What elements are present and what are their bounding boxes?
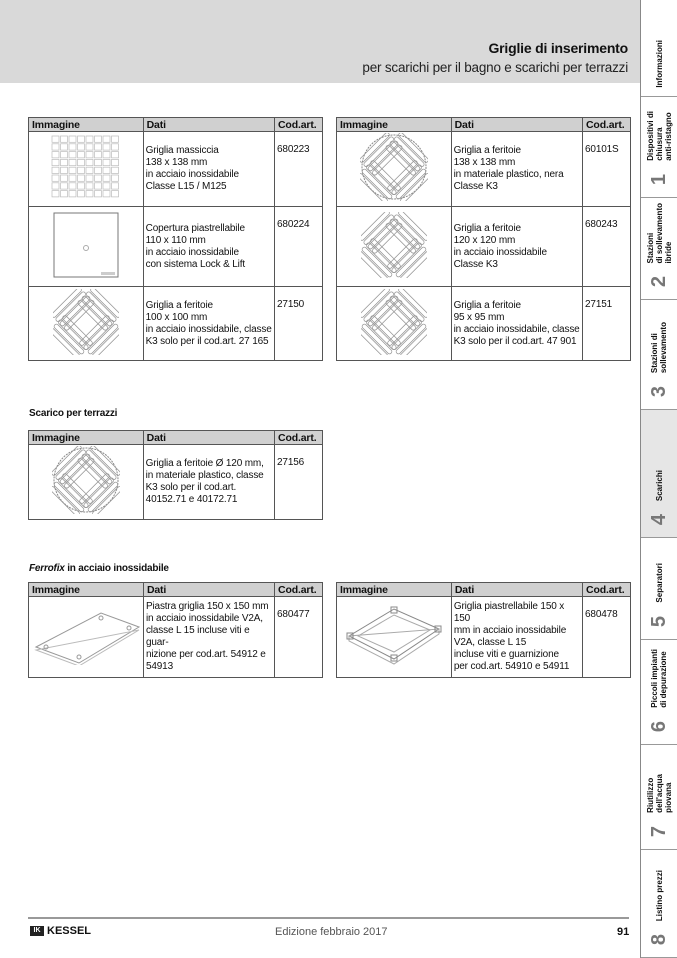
sidebar-tab-label: Informazioni (654, 40, 664, 88)
table-row (29, 445, 323, 520)
sidebar-tab-info[interactable] (641, 0, 677, 97)
chapter-number: 7 (648, 825, 670, 838)
product-table-ferrofix-right (336, 582, 631, 678)
plate-image (29, 597, 144, 678)
article-code: 680478 (583, 597, 631, 678)
article-code: 680243 (583, 207, 631, 287)
column-header-immagine: Immagine (29, 583, 144, 597)
product-description: Copertura piastrellabile 110 x 110 mm in acciaio inossidabile con sistema Lock & Lift (143, 207, 274, 287)
section-title-terrazzi: Scarico per terrazzi (29, 408, 118, 419)
kessel-logo (30, 925, 91, 937)
sidebar-tab-label: Dispositivi di chiusura anti-ristagno (645, 111, 673, 161)
sidebar-tab-3[interactable] (641, 300, 677, 410)
article-code: 27156 (275, 445, 323, 520)
table-row (337, 207, 631, 287)
column-header-dati: Dati (143, 583, 274, 597)
sidebar-tab-5[interactable] (641, 538, 677, 640)
page-number: 91 (617, 926, 630, 938)
article-code: 680224 (275, 207, 323, 287)
column-header-cod: Cod.art. (275, 583, 323, 597)
section-title-ferrofix (29, 563, 169, 574)
column-header-dati: Dati (451, 118, 582, 132)
article-code: 60101S (583, 132, 631, 207)
table-row (337, 287, 631, 361)
product-description: Griglia a feritoie 95 x 95 mm in acciaio inossidabile, classe K3 solo per il cod.art. 47 901 (451, 287, 582, 361)
column-header-cod: Cod.art. (275, 431, 323, 445)
product-description: Piastra griglia 150 x 150 mm in acciaio inossidabile V2A, classe L 15 incluse viti e guar- nizione per cod.art. 54912 e 54913 (143, 597, 274, 678)
footer-divider (28, 917, 629, 919)
product-table-ferrofix-left (28, 582, 323, 678)
kessel-logo-mark: IK (30, 926, 44, 936)
sidebar-tab-1[interactable] (641, 97, 677, 198)
round-slotted-grate-image (29, 445, 144, 520)
sidebar-tab-4[interactable] (641, 410, 677, 538)
chapter-number: 6 (648, 720, 670, 733)
product-table-top-right (336, 117, 631, 361)
table-row (29, 287, 323, 361)
column-header-cod: Cod.art. (583, 118, 631, 132)
column-header-immagine: Immagine (29, 431, 144, 445)
ferrofix-rest: in acciaio inossidabile (64, 563, 169, 574)
column-header-immagine: Immagine (337, 118, 452, 132)
product-description: Griglia a feritoie 120 x 120 mm in acciaio inossidabile Classe K3 (451, 207, 582, 287)
table-row (337, 132, 631, 207)
column-header-dati: Dati (143, 118, 274, 132)
product-description: Griglia a feritoie Ø 120 mm, in materiale plastico, classe K3 solo per il cod.art. 40152.71 e 40172.71 (143, 445, 274, 520)
sidebar-tab-6[interactable] (641, 640, 677, 745)
chapter-sidebar (640, 0, 677, 958)
table-header-row (29, 118, 323, 132)
sidebar-tab-label: Listino prezzi (654, 869, 664, 921)
sidebar-tab-label: Riutilizzo dell'acqua piovana (645, 774, 673, 813)
product-table-terrazzi (28, 430, 323, 520)
sidebar-tab-label: Stazioni di sollevamento ibride (645, 202, 673, 263)
table-header-row (337, 583, 631, 597)
page-header (0, 0, 640, 83)
column-header-dati: Dati (143, 431, 274, 445)
sidebar-tab-label: Scarichi (654, 469, 664, 501)
product-description: Griglia piastrellabile 150 x 150 mm in acciaio inossidabile V2A, classe L 15 incluse viti e guarnizione per cod.art. 54910 e 54911 (451, 597, 582, 678)
table-header-row (29, 431, 323, 445)
edition-text: Edizione febbraio 2017 (275, 926, 388, 938)
column-header-immagine: Immagine (29, 118, 144, 132)
chapter-number: 5 (648, 615, 670, 628)
sidebar-tab-label: Piccoli impianti di depurazione (650, 649, 668, 708)
ferrofix-brand: Ferrofix (29, 563, 65, 574)
sidebar-tab-label: Stazioni di sollevamento (650, 321, 668, 373)
brand-name: KESSEL (47, 925, 92, 937)
sidebar-tab-7[interactable] (641, 745, 677, 850)
tile-frame-image (337, 597, 452, 678)
table-row (29, 207, 323, 287)
article-code: 27151 (583, 287, 631, 361)
round-slotted-grate-image (337, 132, 452, 207)
chapter-number: 4 (648, 513, 670, 526)
article-code: 680477 (275, 597, 323, 678)
chapter-number: 1 (648, 173, 670, 186)
tile-cover-image (29, 207, 144, 287)
chapter-number: 3 (648, 385, 670, 398)
chapter-number: 8 (648, 933, 670, 946)
sidebar-tab-2[interactable] (641, 198, 677, 300)
table-row (29, 132, 323, 207)
grid-grate-image (29, 132, 144, 207)
product-description: Griglia a feritoie 100 x 100 mm in acciaio inossidabile, classe K3 solo per il cod.art. 27 165 (143, 287, 274, 361)
table-header-row (29, 583, 323, 597)
sidebar-tab-8[interactable] (641, 850, 677, 958)
column-header-dati: Dati (451, 583, 582, 597)
table-row (337, 597, 631, 678)
product-description: Griglia a feritoie 138 x 138 mm in materiale plastico, nera Classe K3 (451, 132, 582, 207)
column-header-cod: Cod.art. (583, 583, 631, 597)
slotted-grate-image (337, 207, 452, 287)
slotted-grate-image (29, 287, 144, 361)
page-title: Griglie di inserimento (488, 40, 628, 56)
column-header-immagine: Immagine (337, 583, 452, 597)
product-description: Griglia massiccia 138 x 138 mm in acciaio inossidabile Classe L15 / M125 (143, 132, 274, 207)
article-code: 27150 (275, 287, 323, 361)
chapter-number: 2 (648, 275, 670, 288)
slotted-grate-image (337, 287, 452, 361)
table-header-row (337, 118, 631, 132)
product-table-top-left (28, 117, 323, 361)
page-subtitle: per scarichi per il bagno e scarichi per terrazzi (362, 60, 628, 75)
article-code: 680223 (275, 132, 323, 207)
sidebar-tab-label: Separatori (654, 563, 664, 603)
table-row (29, 597, 323, 678)
column-header-cod: Cod.art. (275, 118, 323, 132)
